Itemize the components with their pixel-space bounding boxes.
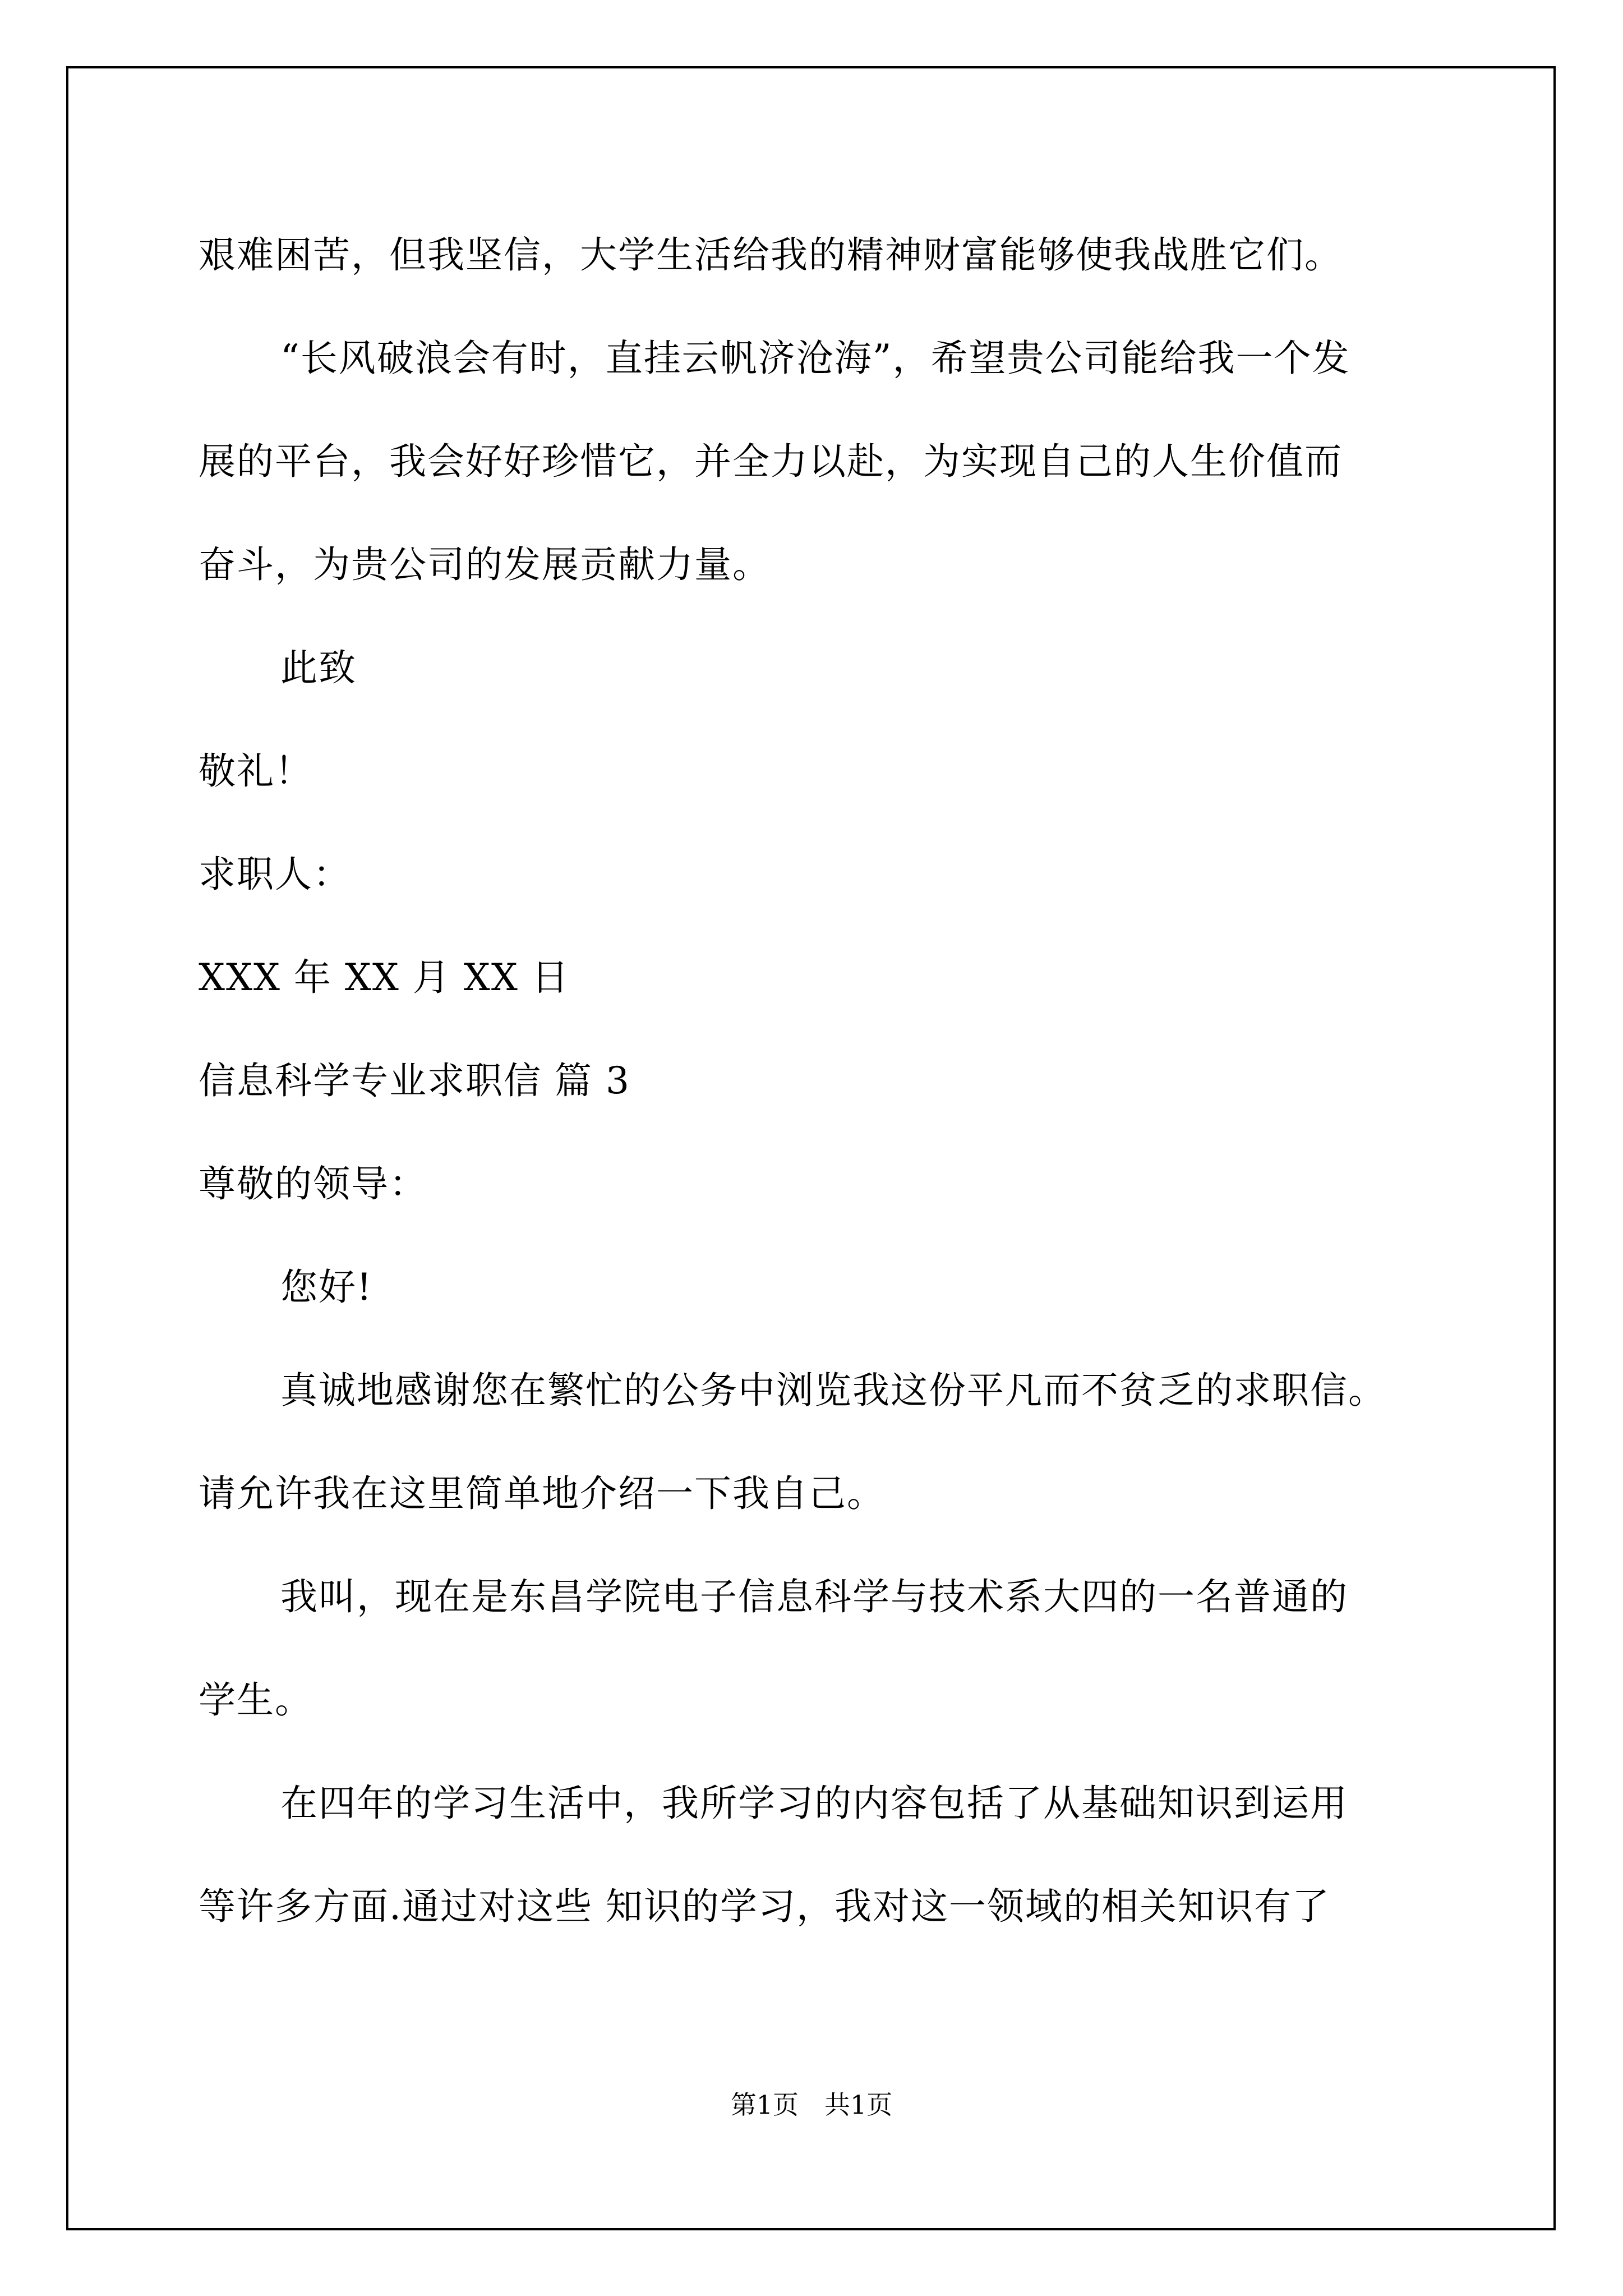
body-line-12: 真诚地感谢您在繁忙的公务中浏览我这份平凡而不贫乏的求职信。: [280, 1369, 1386, 1412]
body-line-16: 在四年的学习生活中，我所学习的内容包括了从基础知识到运用: [280, 1782, 1348, 1825]
body-line-14: 我叫，现在是东昌学院电子信息科学与技术系大四的一名普通的: [280, 1575, 1348, 1618]
greeting-hello: 您好!: [280, 1266, 373, 1309]
body-line-1: 艰难困苦，但我坚信，大学生活给我的精神财富能够使我战胜它们。: [199, 233, 1343, 277]
body-line-3: 展的平台，我会好好珍惜它，并全力以赴，为实现自己的人生价值而: [199, 440, 1343, 483]
salutation-cizhi: 此致: [280, 646, 357, 689]
page-footer: 第1页 共1页: [730, 2090, 893, 2120]
body-line-2: “长风破浪会有时，直挂云帆济沧海”，希望贵公司能给我一个发: [280, 337, 1350, 380]
applicant-label: 求职人：: [199, 853, 351, 896]
body-line-13: 请允许我在这里简单地介绍一下我自己。: [199, 1472, 885, 1515]
body-line-4: 奋斗，为贵公司的发展贡献力量。: [199, 543, 771, 586]
greeting-recipient: 尊敬的领导：: [199, 1162, 427, 1205]
date-line: XXX 年 XX 月 XX 日: [199, 956, 570, 999]
section-title: 信息科学专业求职信 篇 3: [199, 1059, 630, 1102]
body-line-17: 等许多方面.通过对这些 知识的学习，我对这一领域的相关知识有了: [199, 1885, 1330, 1928]
salutation-jingli: 敬礼！: [199, 749, 313, 793]
body-line-15: 学生。: [199, 1678, 313, 1722]
